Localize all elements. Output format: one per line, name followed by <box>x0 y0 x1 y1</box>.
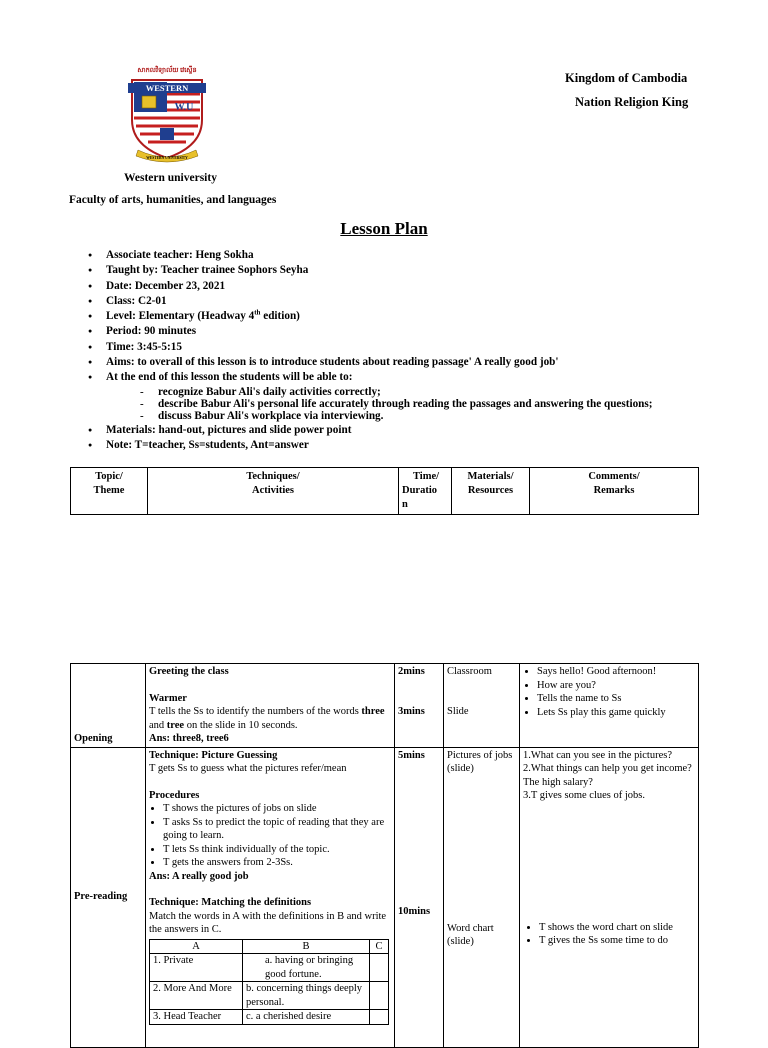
info-period: ● Period: 90 minutes <box>88 324 728 339</box>
procedure-item: • T gets the answers from 2-3Ss. <box>163 856 391 870</box>
objective-item: - describe Babur Ali's personal life accurately through reading the passages and answering the questions; <box>88 398 728 410</box>
header-techniques: Techniques/ Activities <box>148 468 399 515</box>
table-row: 3. Head Teacher c. a cherished desire <box>150 1010 389 1025</box>
prereading-activities: Technique: Picture Guessing T gets Ss to guess what the pictures refer/mean Procedures • T shows the pictures of jobs on slide • T asks Ss to predict the topic of reading that they are going to learn. • T lets Ss think individually of the topic. • T gets the answers from 2-3Ss. Ans: A really good job Technique: Matching the definitions Match the words in A with the definitions in B and write the answers in C. A B C 1. Private a. having or bringing good fortune. 2. More And More b. concerning things deeply personal. 3. Head Teacher c. a cherished desire <box>146 747 395 1047</box>
lesson-info-list <box>88 248 728 453</box>
comment-item: • Lets Ss play this game quickly <box>537 706 695 720</box>
procedure-item: • T lets Ss think individually of the topic. <box>163 843 391 857</box>
objective-item: - discuss Babur Ali's workplace via interviewing. <box>88 410 728 422</box>
university-logo <box>124 64 210 164</box>
question-item: 3.T gives some clues of jobs. <box>523 790 646 801</box>
greeting-title: Greeting the class <box>149 666 229 677</box>
header-time: Time/ Duratio n <box>399 468 452 515</box>
header-materials: Materials/ Resources <box>452 468 530 515</box>
lesson-body-table <box>70 663 699 1048</box>
matching-table: A B C 1. Private a. having or bringing good fortune. 2. More And More b. concerning things deeply personal. 3. Head Teacher c. a cherished desire <box>149 939 389 1025</box>
objective-item: - recognize Babur Ali's daily activities correctly; <box>88 386 728 398</box>
opening-time: 2mins 3mins <box>395 664 444 748</box>
technique-title: Technique: Matching the definitions <box>149 897 312 908</box>
info-class: ● Class: C2-01 <box>88 294 728 309</box>
logo-wu-text: W.U <box>174 102 194 113</box>
procedure-item: • T asks Ss to predict the topic of reading that they are going to learn. <box>163 816 391 843</box>
info-taught-by: ● Taught by: Teacher trainee Sophors Seyha <box>88 263 728 278</box>
question-item: 2.What things can help you get income? The high salary? <box>523 763 692 788</box>
opening-materials: Classroom Slide <box>444 664 520 748</box>
logo-banner-text: WESTERN <box>145 83 189 93</box>
info-aims: ● Aims: to overall of this lesson is to introduce students about reading passage' A really good job' <box>88 355 728 370</box>
opening-comments <box>520 664 699 748</box>
info-time: ● Time: 3:45-5:15 <box>88 340 728 355</box>
info-materials: ● Materials: hand-out, pictures and slide power point <box>88 423 728 438</box>
warmer-title: Warmer <box>149 692 187 704</box>
comment-item: • T shows the word chart on slide <box>539 921 695 935</box>
university-name: Western university <box>124 172 217 184</box>
warmer-answer: Ans: three8, tree6 <box>149 733 229 744</box>
procedures-title: Procedures <box>149 789 200 801</box>
logo-bottom-text: WESTERN UNIVERSITY <box>146 156 188 160</box>
opening-activities <box>146 664 395 748</box>
lesson-header-table <box>70 467 699 515</box>
info-associate: ● Associate teacher: Heng Sokha <box>88 248 728 263</box>
prereading-answer: Ans: A really good job <box>149 870 249 882</box>
comment-item: • Tells the name to Ss <box>537 692 695 706</box>
kingdom-text: Kingdom of Cambodia <box>565 71 688 85</box>
header-comments: Comments/ Remarks <box>530 468 699 515</box>
page-title: Lesson Plan <box>340 219 428 238</box>
info-end-intro: ● At the end of this lesson the students will be able to: <box>88 370 728 385</box>
prereading-time: 5mins 10mins <box>395 747 444 1047</box>
stage-opening: Opening <box>71 664 146 748</box>
stage-prereading: Pre-reading <box>71 747 146 1047</box>
prereading-comments <box>520 747 699 1047</box>
info-note: ● Note: T=teacher, Ss=students, Ant=answer <box>88 438 728 453</box>
question-item: 1.What can you see in the pictures? <box>523 749 672 761</box>
info-date: ● Date: December 23, 2021 <box>88 279 728 294</box>
table-row: 2. More And More b. concerning things deeply personal. <box>150 982 389 1010</box>
faculty-name: Faculty of arts, humanities, and languages <box>69 194 277 206</box>
motto-text: Nation Religion King <box>575 95 689 109</box>
technique-title: Technique: Picture Guessing <box>149 749 278 761</box>
prereading-materials: Pictures of jobs (slide) Word chart (slide) <box>444 747 520 1047</box>
comment-item: • Says hello! Good afternoon! <box>537 665 695 679</box>
comment-item: • T gives the Ss some time to do <box>539 934 695 948</box>
info-level: ● Level: Elementary (Headway 4th edition) <box>88 309 728 324</box>
warmer-text: T tells the Ss to identify the numbers of the words three and tree on the slide in 10 seconds. <box>149 706 385 731</box>
logo-khmer-text: សាកលវិទ្យាល័យ វេស្ទើន <box>137 67 197 74</box>
comment-item: • How are you? <box>537 679 695 693</box>
procedure-item: • T shows the pictures of jobs on slide <box>163 802 391 816</box>
header-topic: Topic/ Theme <box>71 468 148 515</box>
table-row: 1. Private a. having or bringing good fortune. <box>150 954 389 982</box>
